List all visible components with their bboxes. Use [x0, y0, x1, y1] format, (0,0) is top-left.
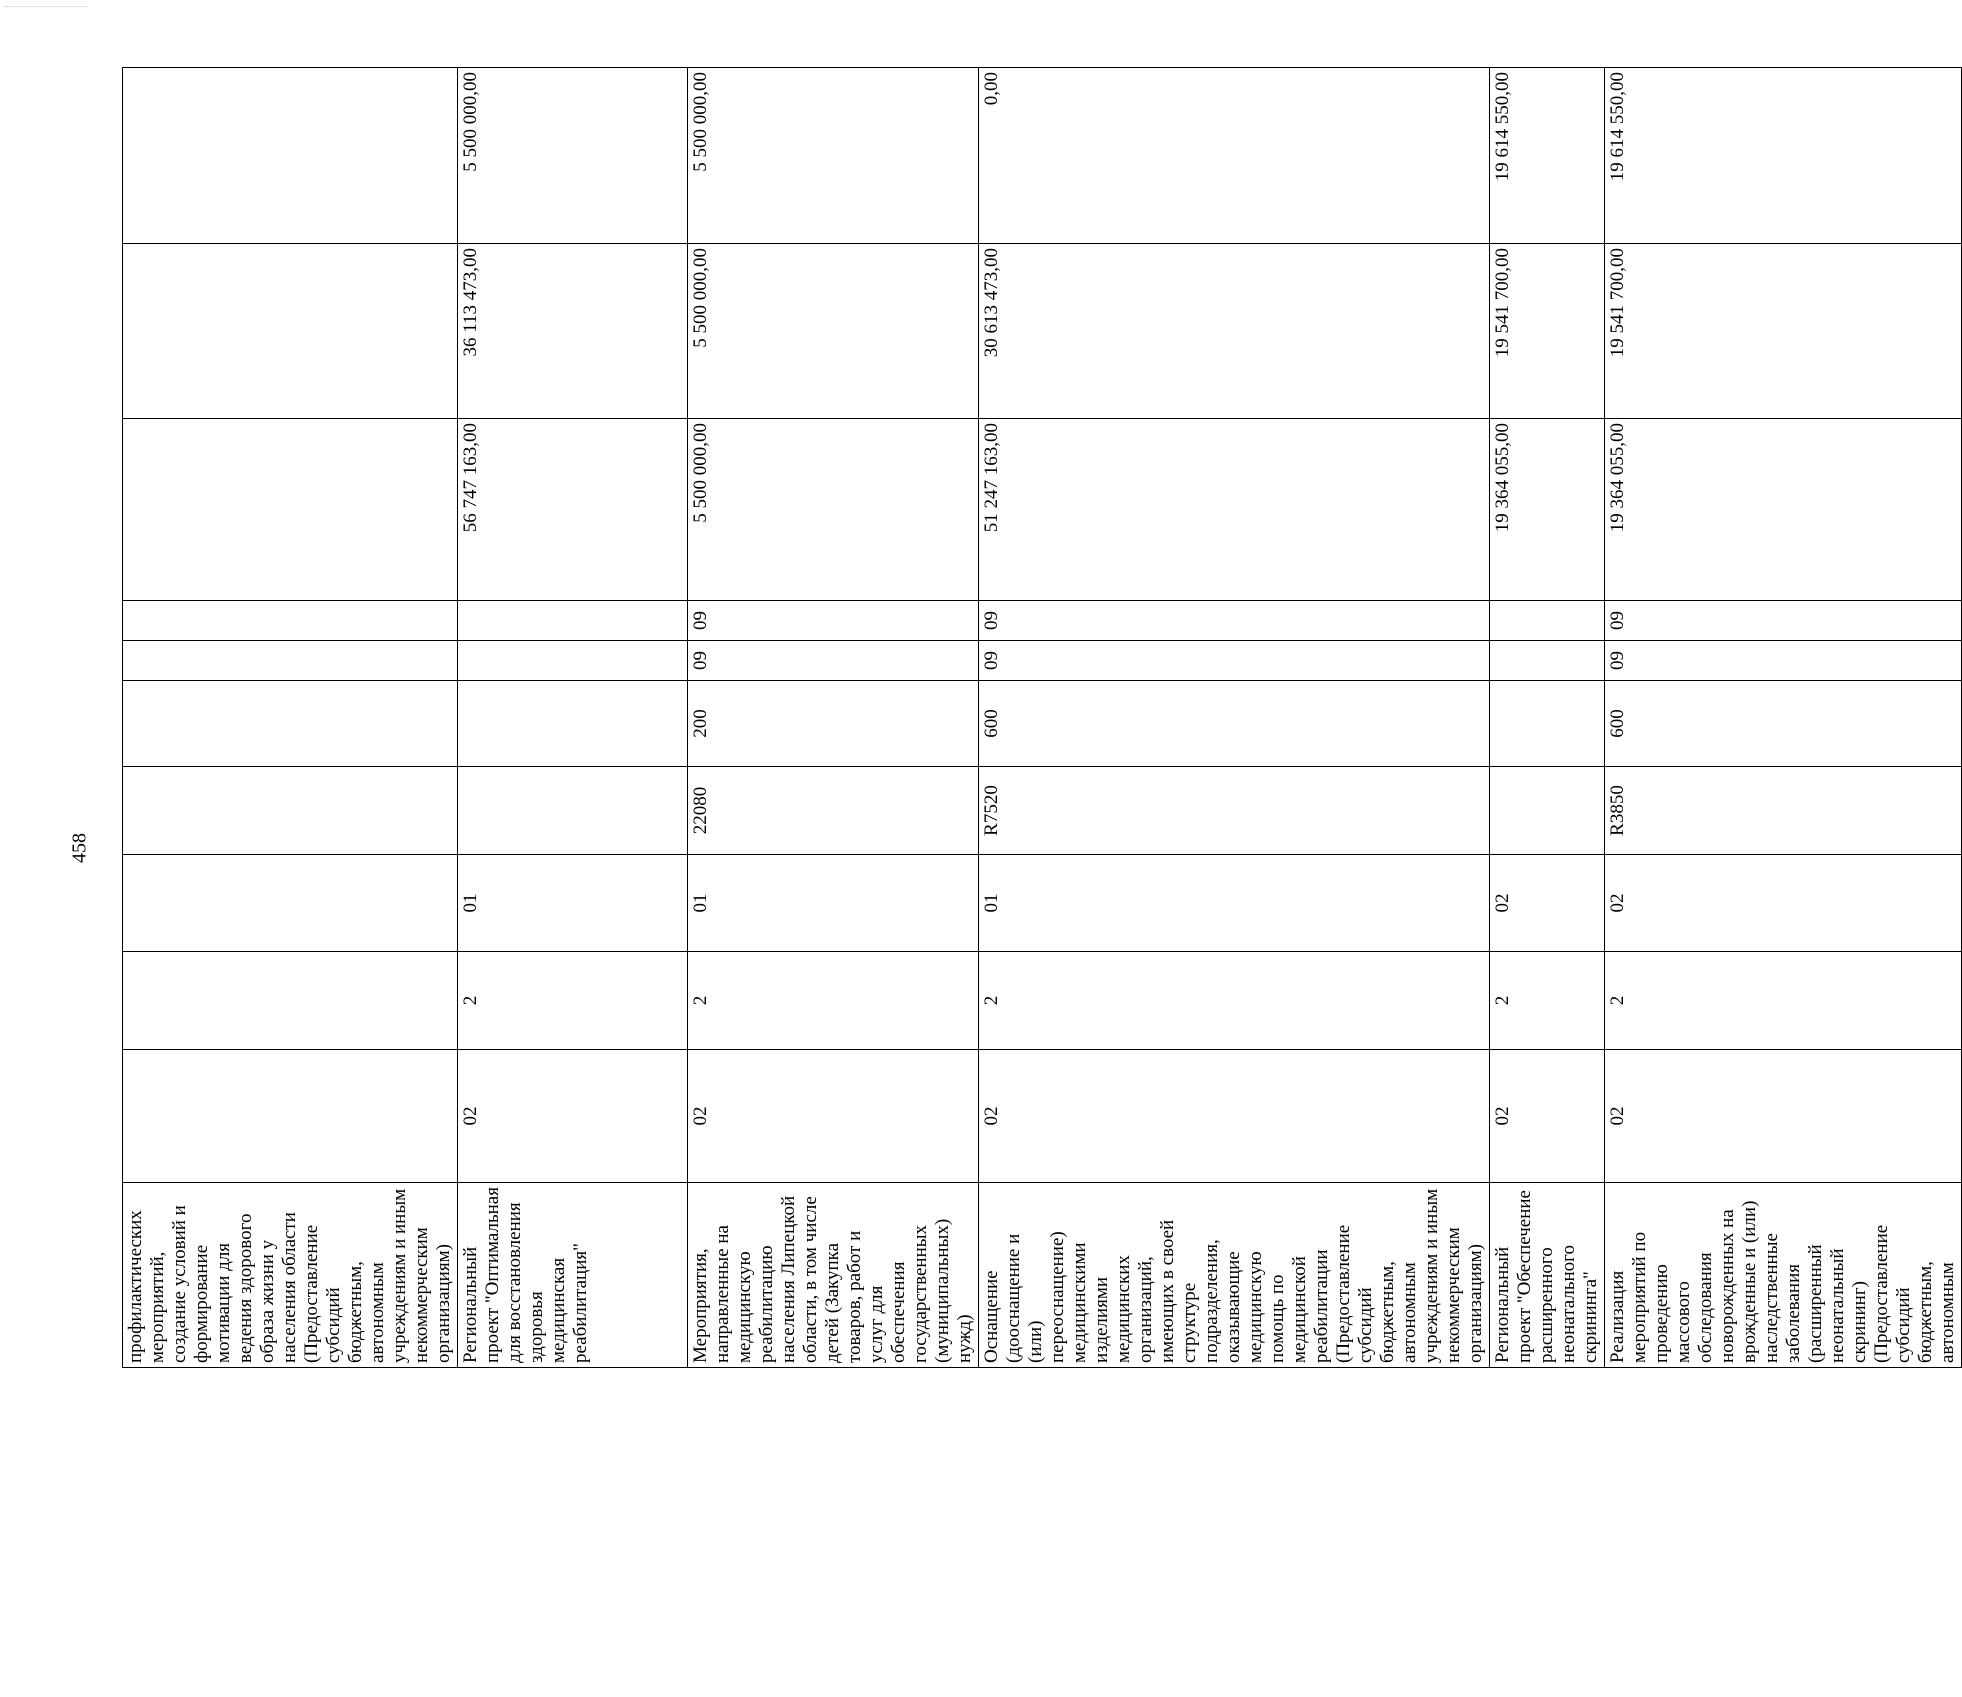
code-cell: [123, 767, 458, 855]
code-cell: [123, 855, 458, 952]
code-cell: 02: [1605, 855, 1962, 952]
amount-cell: 51 247 163,00: [979, 419, 1490, 601]
code-cell: 09: [1605, 601, 1962, 641]
amount-cell: 19 614 550,00: [1605, 68, 1962, 244]
row-description: Реализация мероприятий по проведению массового обследования новорожденных на врожденные и (или) наследственные заболевания (расширенный неонатальный скрининг) (Предоставление субсидий бюджетным, автономным: [1605, 1183, 1962, 1368]
amount-cell: 19 541 700,00: [1605, 244, 1962, 419]
code-cell: [458, 681, 688, 767]
amount-cell: 30 613 473,00: [979, 244, 1490, 419]
table-row: [123, 68, 458, 1368]
code-cell: 600: [979, 681, 1490, 767]
table-row: [979, 68, 1490, 1368]
code-cell: [123, 952, 458, 1050]
row-description: Мероприятия, направленные на медицинскую реабилитацию населения Липецкой области, в том числе детей (Закупка товаров, работ и услуг для обеспечения государственных (муниципальных) нужд): [688, 1183, 979, 1368]
code-cell: 02: [688, 1050, 979, 1183]
code-cell: 22080: [688, 767, 979, 855]
amount-cell: [123, 244, 458, 419]
code-cell: [1490, 601, 1605, 641]
code-cell: R3850: [1605, 767, 1962, 855]
code-cell: 09: [688, 601, 979, 641]
table-row: [688, 68, 979, 1368]
code-cell: [458, 767, 688, 855]
code-cell: 600: [1605, 681, 1962, 767]
row-description: Оснащение (дооснащение и (или) переоснащение) медицинскими изделиями медицинских организаций, имеющих в своей структуре подразделения, оказывающие медицинскую помощь по медицинской реабилитации (Предоставление субсидий бюджетным, автономным учреждениям и иным некоммерческим организациям): [979, 1183, 1490, 1368]
row-description: Региональный проект "Оптимальная для восстановления здоровья медицинская реабилитация": [458, 1183, 688, 1368]
table-row: [458, 68, 688, 1368]
budget-table: [122, 67, 1962, 1368]
scan-artifact: [4, 6, 88, 9]
amount-cell: [123, 68, 458, 244]
code-cell: [1490, 767, 1605, 855]
amount-cell: 19 364 055,00: [1490, 419, 1605, 601]
code-cell: R7520: [979, 767, 1490, 855]
amount-cell: 5 500 000,00: [688, 419, 979, 601]
code-cell: [123, 601, 458, 641]
row-description: Региональный проект "Обеспечение расширенного неонатального скрининга": [1490, 1183, 1605, 1368]
table-row: [1490, 68, 1605, 1368]
code-cell: 200: [688, 681, 979, 767]
code-cell: 09: [979, 641, 1490, 681]
code-cell: 01: [979, 855, 1490, 952]
amount-cell: 56 747 163,00: [458, 419, 688, 601]
amount-cell: 19 541 700,00: [1490, 244, 1605, 419]
amount-cell: 36 113 473,00: [458, 244, 688, 419]
amount-cell: 5 500 000,00: [688, 68, 979, 244]
code-cell: 09: [979, 601, 1490, 641]
code-cell: [1490, 641, 1605, 681]
code-cell: 02: [1490, 855, 1605, 952]
code-cell: 2: [979, 952, 1490, 1050]
code-cell: [458, 601, 688, 641]
amount-cell: 19 364 055,00: [1605, 419, 1962, 601]
code-cell: 09: [1605, 641, 1962, 681]
code-cell: 02: [1605, 1050, 1962, 1183]
code-cell: 2: [458, 952, 688, 1050]
amount-cell: [123, 419, 458, 601]
code-cell: 01: [688, 855, 979, 952]
table-row: [1605, 68, 1962, 1368]
row-description: профилактических мероприятий, создание условий и формирование мотивации для ведения здорового образа жизни у населения области (Предоставление субсидий бюджетным, автономным учреждениям и иным некоммерческим организациям): [123, 1183, 458, 1368]
code-cell: 2: [1605, 952, 1962, 1050]
code-cell: 2: [688, 952, 979, 1050]
page-number: 458: [68, 833, 91, 863]
code-cell: [123, 641, 458, 681]
code-cell: 09: [688, 641, 979, 681]
code-cell: 02: [458, 1050, 688, 1183]
code-cell: [1490, 681, 1605, 767]
code-cell: [123, 1050, 458, 1183]
code-cell: 02: [979, 1050, 1490, 1183]
code-cell: 01: [458, 855, 688, 952]
code-cell: 2: [1490, 952, 1605, 1050]
code-cell: [458, 641, 688, 681]
amount-cell: 19 614 550,00: [1490, 68, 1605, 244]
rotated-table-container: [122, 68, 1958, 1368]
amount-cell: 0,00: [979, 68, 1490, 244]
code-cell: 02: [1490, 1050, 1605, 1183]
amount-cell: 5 500 000,00: [688, 244, 979, 419]
code-cell: [123, 681, 458, 767]
amount-cell: 5 500 000,00: [458, 68, 688, 244]
